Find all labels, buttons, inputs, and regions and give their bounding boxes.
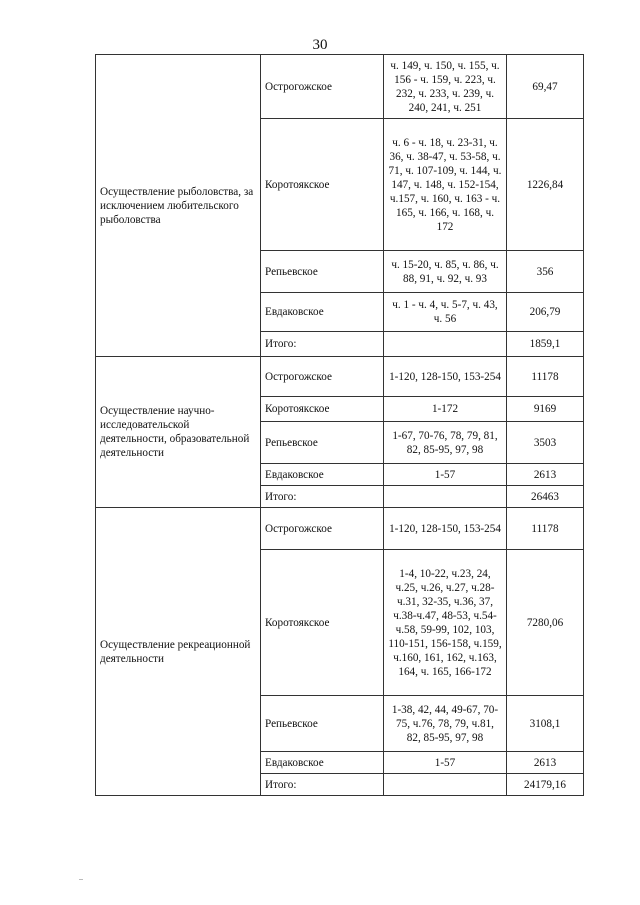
empty-cell	[384, 774, 507, 796]
settlement-cell: Репьевское	[261, 696, 384, 752]
settlement-cell: Евдаковское	[261, 293, 384, 332]
plots-cell: ч. 15-20, ч. 85, ч. 86, ч. 88, 91, ч. 92, ч. 93	[384, 251, 507, 293]
settlement-cell: Евдаковское	[261, 464, 384, 486]
area-cell: 3503	[507, 422, 584, 464]
settlement-cell: Репьевское	[261, 251, 384, 293]
empty-cell	[384, 332, 507, 357]
area-cell: 356	[507, 251, 584, 293]
scan-speck	[79, 879, 83, 880]
plots-cell: 1-172	[384, 397, 507, 422]
plots-cell: 1-57	[384, 464, 507, 486]
area-cell: 3108,1	[507, 696, 584, 752]
table-row	[96, 508, 584, 550]
area-cell: 11178	[507, 357, 584, 397]
activity-cell: Осуществление научно-исследовательской деятельности, образовательной деятельности	[96, 357, 261, 508]
page-number: 30	[312, 37, 328, 53]
plots-cell: 1-120, 128-150, 153-254	[384, 508, 507, 550]
settlement-cell: Репьевское	[261, 422, 384, 464]
area-cell: 206,79	[507, 293, 584, 332]
total-area: 1859,1	[507, 332, 584, 357]
plots-cell: ч. 1 - ч. 4, ч. 5-7, ч. 43, ч. 56	[384, 293, 507, 332]
area-cell: 69,47	[507, 55, 584, 119]
total-area: 24179,16	[507, 774, 584, 796]
table-row	[96, 55, 584, 119]
activity-cell: Осуществление рыболовства, за исключением любительского рыболовства	[96, 55, 261, 357]
total-label: Итого:	[261, 332, 384, 357]
plots-cell: 1-67, 70-76, 78, 79, 81, 82, 85-95, 97, 98	[384, 422, 507, 464]
settlement-cell: Острогожское	[261, 357, 384, 397]
total-area: 26463	[507, 486, 584, 508]
settlement-cell: Евдаковское	[261, 752, 384, 774]
plots-cell: ч. 149, ч. 150, ч. 155, ч. 156 - ч. 159, ч. 223, ч. 232, ч. 233, ч. 239, ч. 240, 241, ч. 251	[384, 55, 507, 119]
plots-cell: ч. 6 - ч. 18, ч. 23-31, ч. 36, ч. 38-47, ч. 53-58, ч. 71, ч. 107-109, ч. 144, ч. 147, ч. 148, ч. 152-154, ч.157, ч. 160, ч. 163 - ч. 165, ч. 166, ч. 168, ч. 172	[384, 119, 507, 251]
settlement-cell: Коротоякское	[261, 397, 384, 422]
settlement-cell: Коротоякское	[261, 119, 384, 251]
settlement-cell: Острогожское	[261, 55, 384, 119]
settlement-cell: Острогожское	[261, 508, 384, 550]
area-cell: 9169	[507, 397, 584, 422]
area-cell: 2613	[507, 464, 584, 486]
plots-cell: 1-57	[384, 752, 507, 774]
area-cell: 1226,84	[507, 119, 584, 251]
table-row	[96, 357, 584, 397]
land-use-table	[95, 54, 584, 796]
area-cell: 7280,06	[507, 550, 584, 696]
empty-cell	[384, 486, 507, 508]
settlement-cell: Коротоякское	[261, 550, 384, 696]
plots-cell: 1-4, 10-22, ч.23, 24, ч.25, ч.26, ч.27, ч.28-ч.31, 32-35, ч.36, 37, ч.38-ч.47, 48-53, ч.54-ч.58, 59-99, 102, 103, 110-151, 156-158, ч.159, ч.160, 161, 162, ч.163, 164, ч. 165, 166-172	[384, 550, 507, 696]
area-cell: 2613	[507, 752, 584, 774]
activity-cell: Осуществление рекреационной деятельности	[96, 508, 261, 796]
total-label: Итого:	[261, 774, 384, 796]
total-label: Итого:	[261, 486, 384, 508]
plots-cell: 1-120, 128-150, 153-254	[384, 357, 507, 397]
area-cell: 11178	[507, 508, 584, 550]
plots-cell: 1-38, 42, 44, 49-67, 70-75, ч.76, 78, 79, ч.81, 82, 85-95, 97, 98	[384, 696, 507, 752]
